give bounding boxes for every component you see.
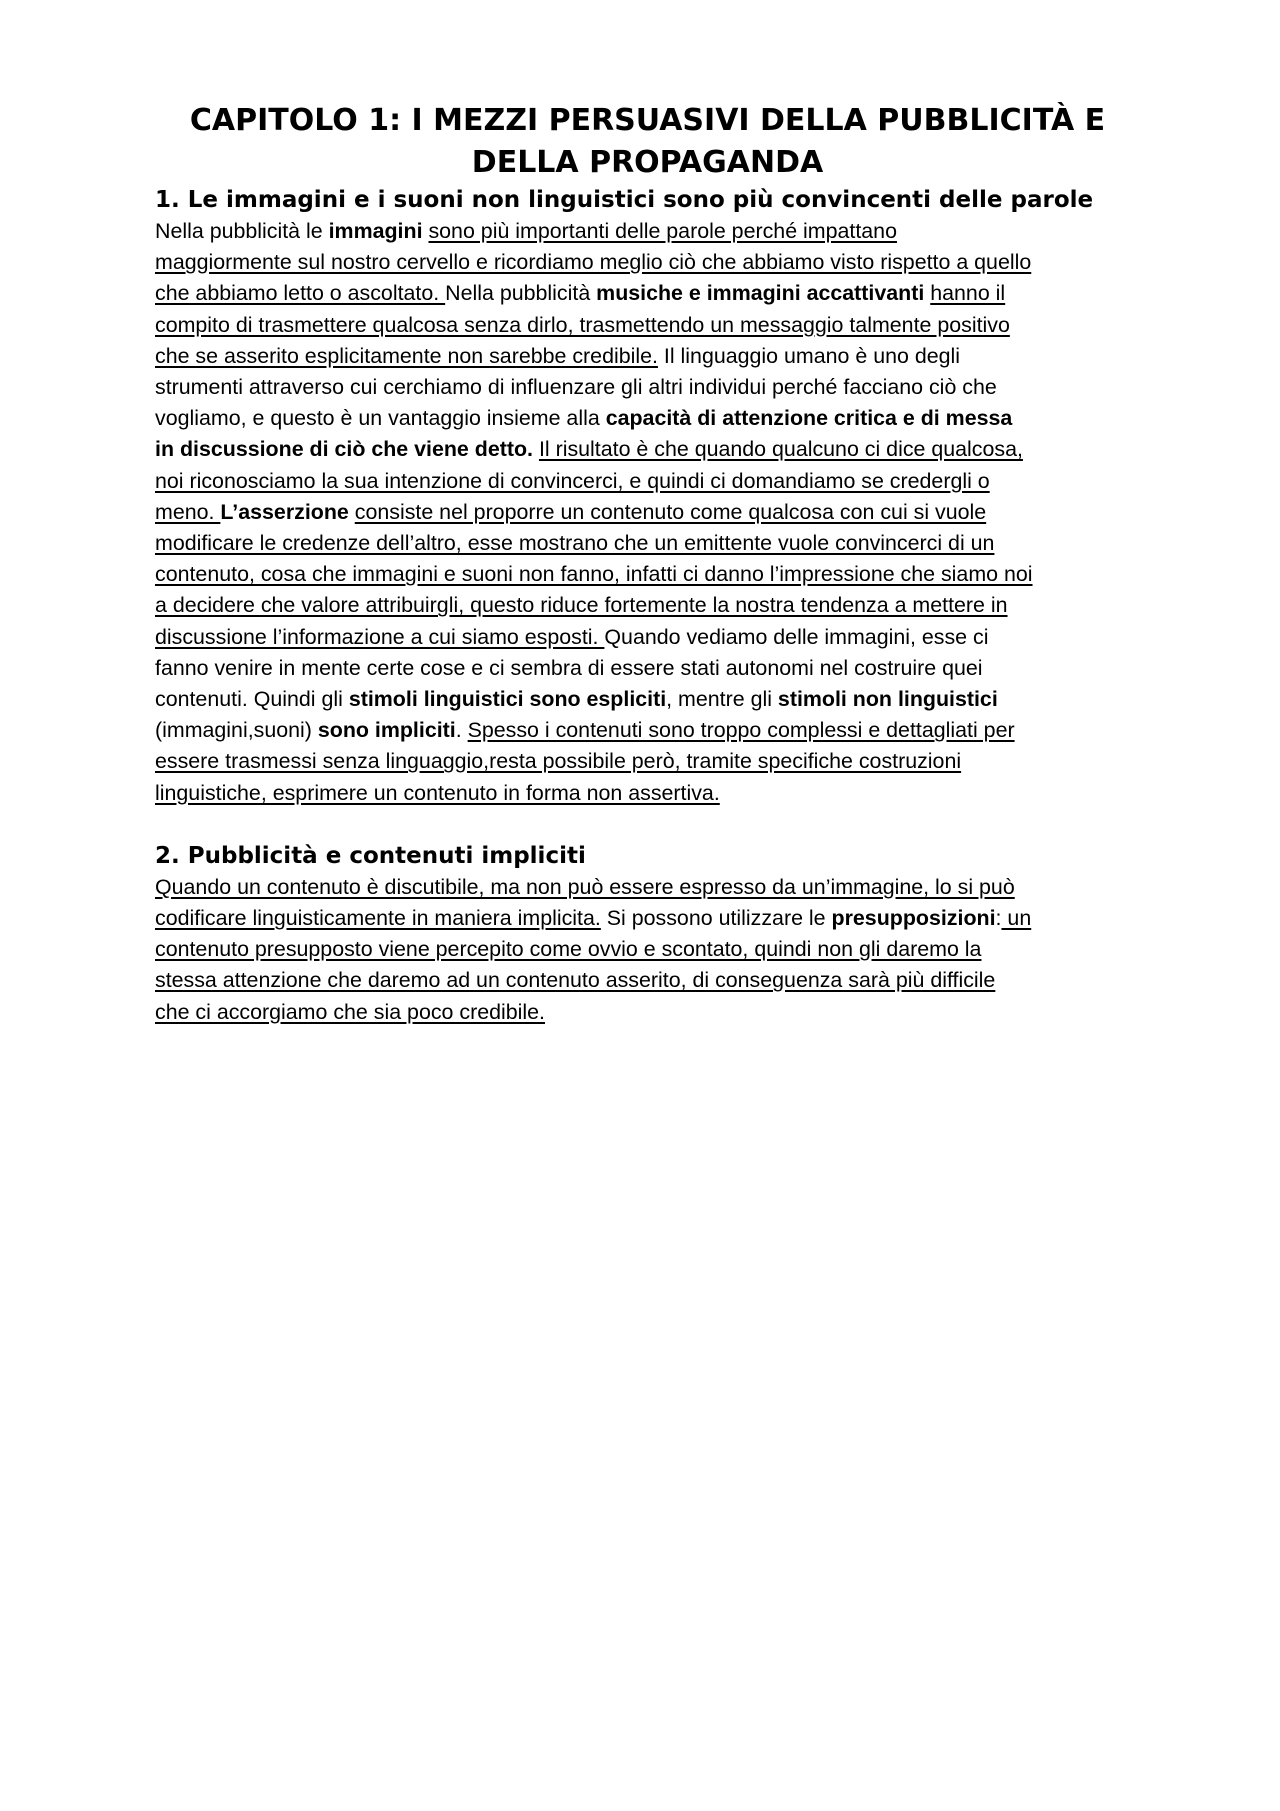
section-2-heading: 2. Pubblicità e contenuti impliciti	[155, 842, 586, 869]
underlined-text: essere trasmessi senza linguaggio,resta possibile però, tramite specifiche costruzioni	[155, 749, 962, 774]
underlined-text: Quando un contenuto è discutibile, ma non può essere espresso da un’immagine, lo si può	[155, 874, 1015, 899]
text-line	[155, 684, 1140, 715]
bold-text: sono impliciti	[317, 718, 456, 743]
text: vogliamo, e questo è un vantaggio insieme alla	[155, 406, 606, 431]
bold-text: stimoli non linguistici	[777, 687, 998, 712]
text-line	[155, 216, 1140, 247]
bold-text: musiche e immagini accattivanti	[596, 281, 925, 306]
text-line	[155, 653, 1140, 684]
underlined-text: che abbiamo letto o ascoltato.	[155, 281, 446, 306]
underlined-text: contenuto, cosa che immagini e suoni non fanno, infatti ci danno l’impressione che siamo noi	[155, 562, 1033, 587]
underlined-text: un	[1001, 906, 1032, 931]
text: Il linguaggio umano è uno degli	[657, 343, 961, 368]
text-line	[155, 997, 1140, 1028]
text: contenuti. Quindi gli	[155, 687, 349, 712]
text-line	[155, 590, 1140, 621]
bold-text: stimoli linguistici sono espliciti	[348, 687, 667, 712]
chapter-title	[145, 100, 1150, 184]
text-line	[155, 403, 1140, 434]
text-line	[155, 434, 1140, 465]
bold-text: L’asserzione	[220, 499, 349, 524]
text-line	[155, 341, 1140, 372]
underlined-text: modificare le credenze dell’altro, esse mostrano che un emittente vuole convincerci di un	[155, 531, 995, 556]
text-line	[155, 497, 1140, 528]
text: (immagini,suoni)	[155, 718, 318, 743]
underlined-text: meno.	[155, 499, 221, 524]
underlined-text: stessa attenzione che daremo ad un contenuto asserito, di conseguenza sarà più difficile	[155, 968, 996, 993]
underlined-text: consiste nel proporre un contenuto come qualcosa con cui si vuole	[354, 499, 987, 524]
underlined-text: contenuto presupposto viene percepito come ovvio e scontato, quindi non gli daremo la	[155, 937, 982, 962]
bold-text: presupposizioni	[831, 906, 996, 931]
chapter-title-line: CAPITOLO 1: I MEZZI PERSUASIVI DELLA PUBBLICITÀ E	[189, 103, 1106, 138]
text: Quando vediamo delle immagini, esse ci	[604, 624, 989, 649]
text-line	[155, 247, 1140, 278]
text-line	[155, 746, 1140, 777]
text-line	[155, 903, 1140, 934]
bold-text: capacità di attenzione critica e di messa	[605, 406, 1013, 431]
underlined-text: a decidere che valore attribuirgli, questo riduce fortemente la nostra tendenza a mettere in	[155, 593, 1008, 618]
text: .	[455, 718, 468, 743]
text: strumenti attraverso cui cerchiamo di influenzare gli altri individui perché facciano ciò che	[155, 375, 997, 400]
bold-text: in discussione di ciò che viene detto.	[155, 437, 533, 462]
underlined-text: Spesso i contenuti sono troppo complessi e dettagliati per	[467, 718, 1015, 743]
section-1-paragraph	[155, 216, 1140, 809]
text: fanno venire in mente certe cose e ci sembra di essere stati autonomi nel costruire quei	[155, 655, 983, 680]
underlined-text: codificare linguisticamente in maniera implicita.	[155, 906, 601, 931]
text: :	[995, 906, 1002, 931]
text-line	[155, 559, 1140, 590]
text-line	[155, 965, 1140, 996]
section-spacer	[155, 809, 1140, 840]
underlined-text: Il risultato è che quando qualcuno ci dice qualcosa,	[538, 437, 1023, 462]
document-page	[155, 100, 1140, 1028]
underlined-text: hanno il	[930, 281, 1006, 306]
underlined-text: discussione l’informazione a cui siamo esposti.	[155, 624, 605, 649]
text: Nella pubblicità	[445, 281, 597, 306]
underlined-text: che se asserito esplicitamente non sarebbe credibile.	[155, 343, 658, 368]
text-line	[155, 778, 1140, 809]
text-line	[155, 934, 1140, 965]
chapter-title-line: DELLA PROPAGANDA	[471, 145, 824, 180]
text-line	[155, 528, 1140, 559]
text-line	[155, 715, 1140, 746]
underlined-text: che ci accorgiamo che sia poco credibile.	[155, 999, 545, 1024]
section-1-heading: 1. Le immagini e i suoni non linguistici sono più convincenti delle parole	[155, 187, 1094, 213]
text-line	[155, 372, 1140, 403]
underlined-text: sono più importanti delle parole perché impattano	[428, 219, 897, 243]
bold-text: immagini	[328, 219, 423, 243]
text: Si possono utilizzare le	[600, 906, 832, 931]
underlined-text: compito di trasmettere qualcosa senza dirlo, trasmettendo un messaggio talmente positivo	[155, 312, 1010, 337]
underlined-text: maggiormente sul nostro cervello e ricordiamo meglio ciò che abbiamo visto rispetto a quello	[155, 250, 1032, 275]
text-line	[155, 622, 1140, 653]
text-line	[155, 310, 1140, 341]
text: , mentre gli	[666, 687, 778, 712]
underlined-text: noi riconosciamo la sua intenzione di convincerci, e quindi ci domandiamo se credergli o	[155, 468, 990, 493]
text-line	[155, 466, 1140, 497]
text-line	[155, 872, 1140, 903]
underlined-text: linguistiche, esprimere un contenuto in forma non assertiva.	[155, 780, 720, 805]
text: Nella pubblicità le	[155, 219, 329, 243]
text-line	[155, 278, 1140, 309]
section-2-paragraph	[155, 872, 1140, 1028]
